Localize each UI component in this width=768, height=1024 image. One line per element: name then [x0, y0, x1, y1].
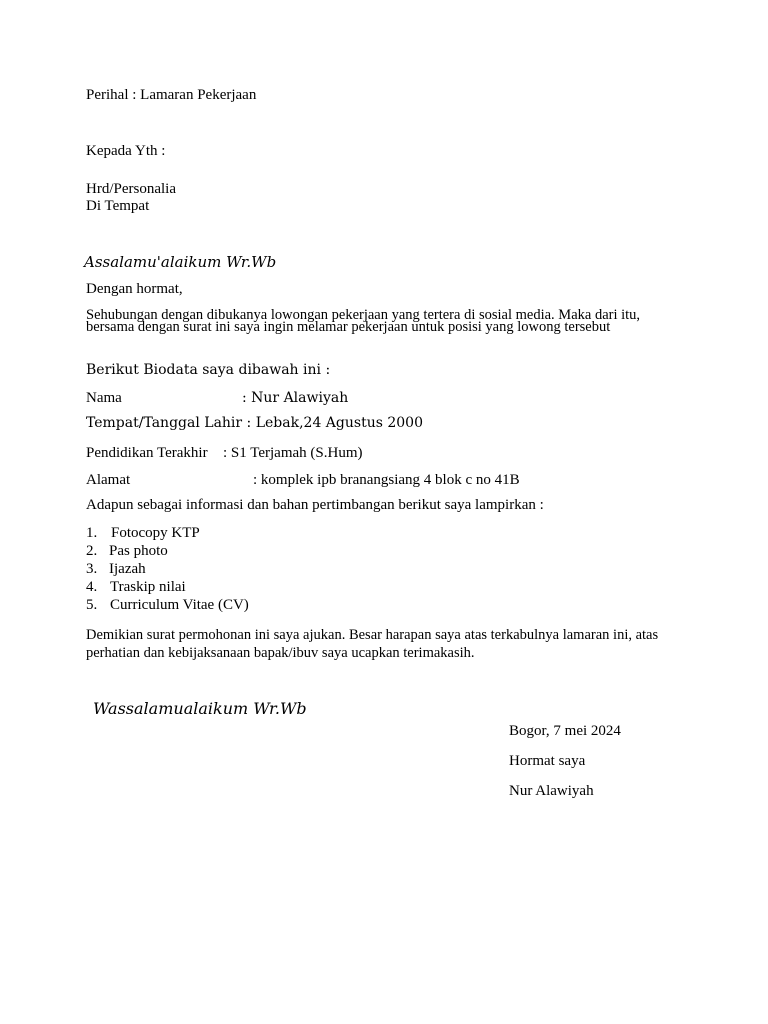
biodata-intro: Berikut Biodata saya dibawah ini : — [86, 362, 331, 378]
list-item: 1. Fotocopy KTP — [86, 525, 200, 541]
regards: Hormat saya — [509, 753, 586, 769]
birth-place-date: Tempat/Tanggal Lahir : Lebak,24 Agustus 2000 — [86, 415, 423, 431]
intro-paragraph: Sehubungan dengan dibukanya lowongan pekerjaan yang tertera di sosial media. Maka dari itu, bersama dengan surat ini saya ingin melamar pekerjaan untuk posisi yang lowong tersebut — [86, 307, 641, 335]
attachments-intro: Adapun sebagai informasi dan bahan pertimbangan berikut saya lampirkan : — [86, 497, 544, 513]
name-label: Nama — [86, 390, 122, 406]
opening-greeting: Assalamu'alaikum Wr.Wb — [84, 253, 277, 271]
list-item: 2. Pas photo — [86, 543, 168, 559]
recipient-line-1: Hrd/Personalia — [86, 181, 176, 197]
education-value: : S1 Terjamah (S.Hum) — [223, 445, 363, 461]
list-item: 3. Ijazah — [86, 561, 146, 577]
list-item: 4. Traskip nilai — [86, 579, 186, 595]
name-value: : Nur Alawiyah — [242, 390, 349, 406]
biodata-name-row — [86, 389, 348, 407]
address-row — [86, 471, 520, 489]
place-date: Bogor, 7 mei 2024 — [509, 723, 621, 739]
education-label: Pendidikan Terakhir — [86, 445, 208, 461]
list-item: 5. Curriculum Vitae (CV) — [86, 597, 249, 613]
closing-greeting: Wassalamualaikum Wr.Wb — [93, 699, 307, 718]
subject-line: Perihal : Lamaran Pekerjaan — [86, 87, 257, 103]
address-value: : komplek ipb branangsiang 4 blok c no 41B — [253, 472, 520, 488]
address-label: Alamat — [86, 472, 131, 488]
education-row — [86, 444, 363, 462]
addressee-heading: Kepada Yth : — [86, 143, 166, 159]
salutation: Dengan hormat, — [86, 281, 183, 297]
closing-paragraph: Demikian surat permohonan ini saya ajukan. Besar harapan saya atas terkabulnya lamaran ini, atas perhatian dan kebijaksanaan bapak/ibuv saya ucapkan terimakasih. — [86, 627, 659, 661]
signer-name: Nur Alawiyah — [509, 783, 594, 799]
recipient-line-2: Di Tempat — [86, 198, 150, 214]
